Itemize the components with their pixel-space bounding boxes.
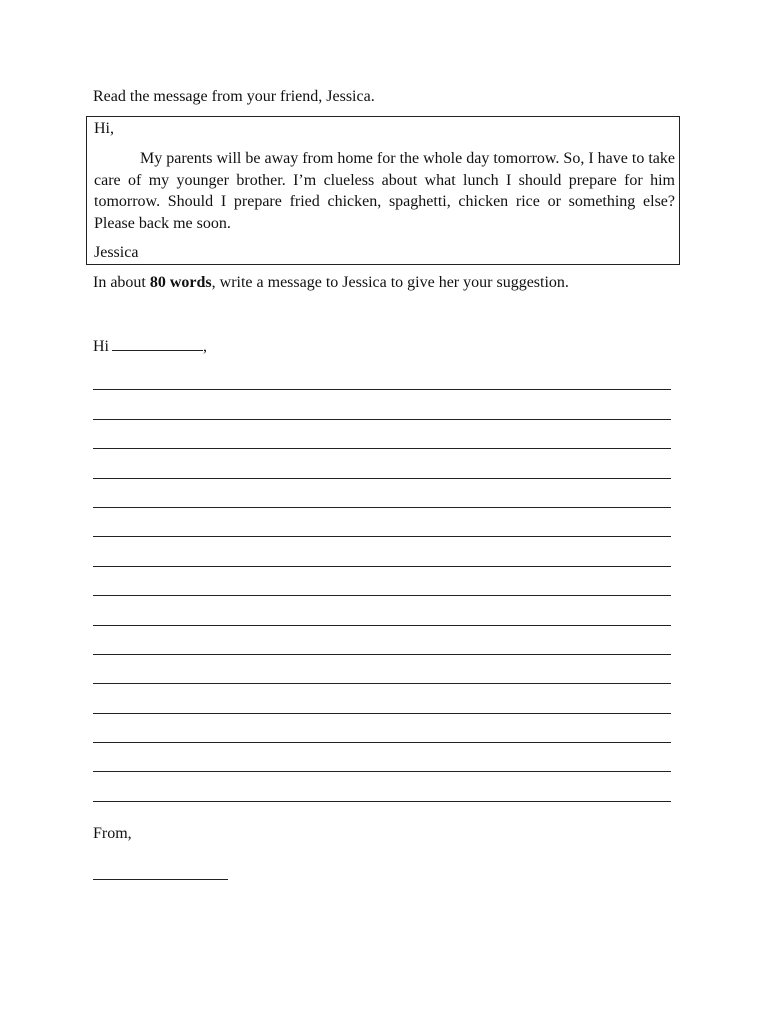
writing-task-instruction: [93, 274, 569, 292]
writing-line[interactable]: [93, 743, 671, 772]
reading-instruction: Read the message from your friend, Jessica.: [93, 88, 375, 105]
writing-line[interactable]: [93, 655, 671, 684]
response-greeting: [93, 337, 207, 356]
word-count-emphasis: 80 words: [149, 274, 212, 291]
writing-line[interactable]: [93, 626, 671, 655]
writing-line[interactable]: [93, 772, 671, 801]
message-signature: Jessica: [94, 244, 139, 261]
writing-line[interactable]: [93, 449, 671, 478]
writing-line[interactable]: [93, 508, 671, 537]
instruction-text-end: , write a message to Jessica to give her your suggestion.: [211, 274, 569, 291]
writing-line[interactable]: [93, 567, 671, 596]
closing-label: From,: [93, 825, 132, 842]
writing-area[interactable]: [93, 361, 671, 802]
writing-line[interactable]: [93, 390, 671, 419]
writing-line[interactable]: [93, 479, 671, 508]
response-greeting-word: Hi: [93, 338, 109, 355]
writing-line[interactable]: [93, 420, 671, 449]
message-body: My parents will be away from home for the whole day tomorrow. So, I have to take care of my younger brother. I’m clueless about what lunch I should prepare for him tomorrow. Should I prepare fried chicken, spaghetti, chicken rice or something else? Please back me soon.: [94, 150, 675, 232]
writing-line[interactable]: [93, 537, 671, 566]
writing-line[interactable]: [93, 684, 671, 713]
friend-message-box: [86, 116, 680, 265]
greeting-comma: ,: [203, 338, 207, 355]
instruction-text-start: In about: [93, 274, 150, 291]
writing-line[interactable]: [93, 596, 671, 625]
message-greeting: Hi,: [94, 120, 114, 137]
writing-line[interactable]: [93, 361, 671, 390]
recipient-name-blank[interactable]: [112, 337, 203, 351]
writing-line[interactable]: [93, 714, 671, 743]
sender-name-blank[interactable]: [93, 879, 228, 880]
